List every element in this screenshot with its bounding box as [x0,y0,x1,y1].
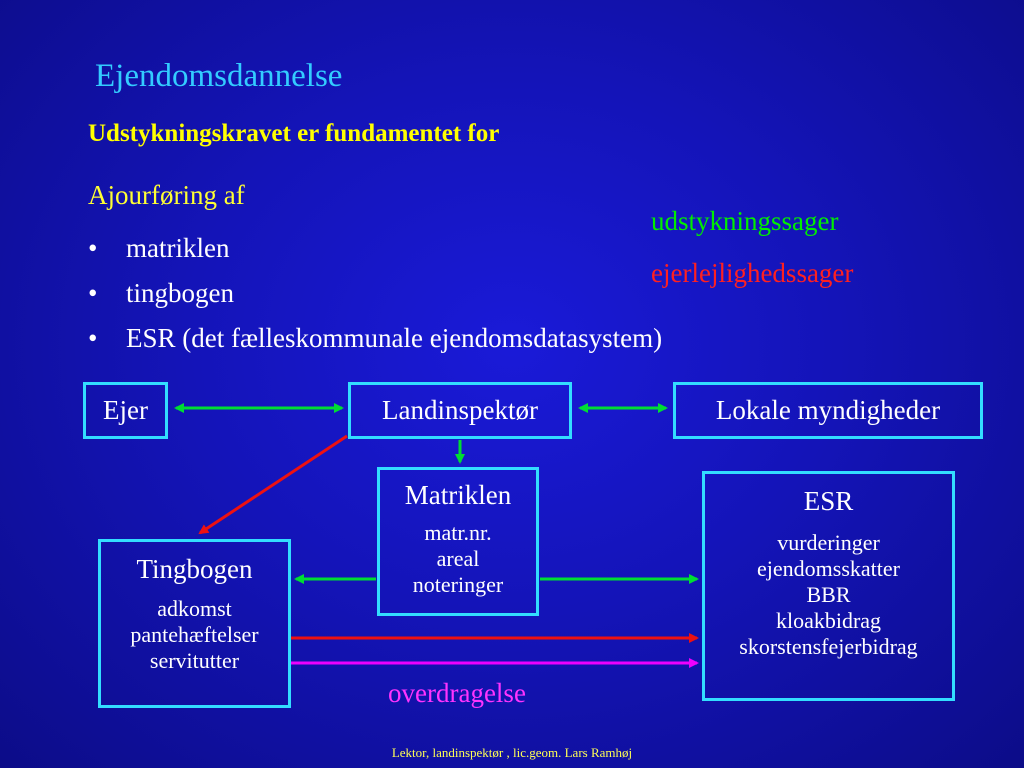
box-esr-title: ESR [803,486,854,516]
box-esr-item: BBR [806,582,851,607]
box-ejer-title: Ejer [103,395,148,425]
box-tingbogen [98,539,291,708]
box-esr-item: ejendomsskatter [757,556,900,581]
box-matriklen-item: matr.nr. [424,520,492,545]
box-ejer [83,382,168,439]
slide-subtitle: Udstykningskravet er fundamentet for [88,120,500,147]
box-matriklen-item: noteringer [412,572,504,597]
slide-title: Ejendomsdannelse [95,58,343,94]
side-note-udstykningssager: udstykningssager [651,206,839,236]
bullet-text: ESR (det fælleskommunale ejendomsdatasystem) [126,323,663,353]
bullet-glyph: • [88,233,98,263]
box-esr-item: vurderinger [777,530,880,555]
box-lokale-title: Lokale myndigheder [715,395,941,425]
box-tingbogen-title: Tingbogen [136,554,253,584]
box-esr [702,471,955,701]
side-note-ejerlejlighedssager: ejerlejlighedssager [651,258,854,288]
box-tingbogen-item: servitutter [149,648,240,673]
bullet-text: matriklen [126,233,230,263]
box-esr-item: kloakbidrag [775,608,882,633]
arrow-label-overdragelse: overdragelse [388,678,526,708]
slide-footer: Lektor, landinspektør , lic.geom. Lars Ramhøj [391,745,633,760]
box-tingbogen-item: adkomst [157,596,232,621]
bullet-glyph: • [88,323,98,353]
box-esr-item: skorstensfejerbidrag [739,634,918,659]
box-landinspektor [348,382,572,439]
box-tingbogen-item: pantehæftelser [130,622,259,647]
box-lokale-myndigheder [673,382,983,439]
box-matriklen-title: Matriklen [404,480,512,510]
box-matriklen-item: areal [436,546,480,571]
arrow-landinspektor-tingbogen [200,436,347,533]
intro-text: Ajourføring af [88,180,245,210]
bullet-text: tingbogen [126,278,234,308]
box-matriklen [377,467,539,616]
bullet-glyph: • [88,278,98,308]
box-landinspektor-title: Landinspektør [382,395,538,425]
